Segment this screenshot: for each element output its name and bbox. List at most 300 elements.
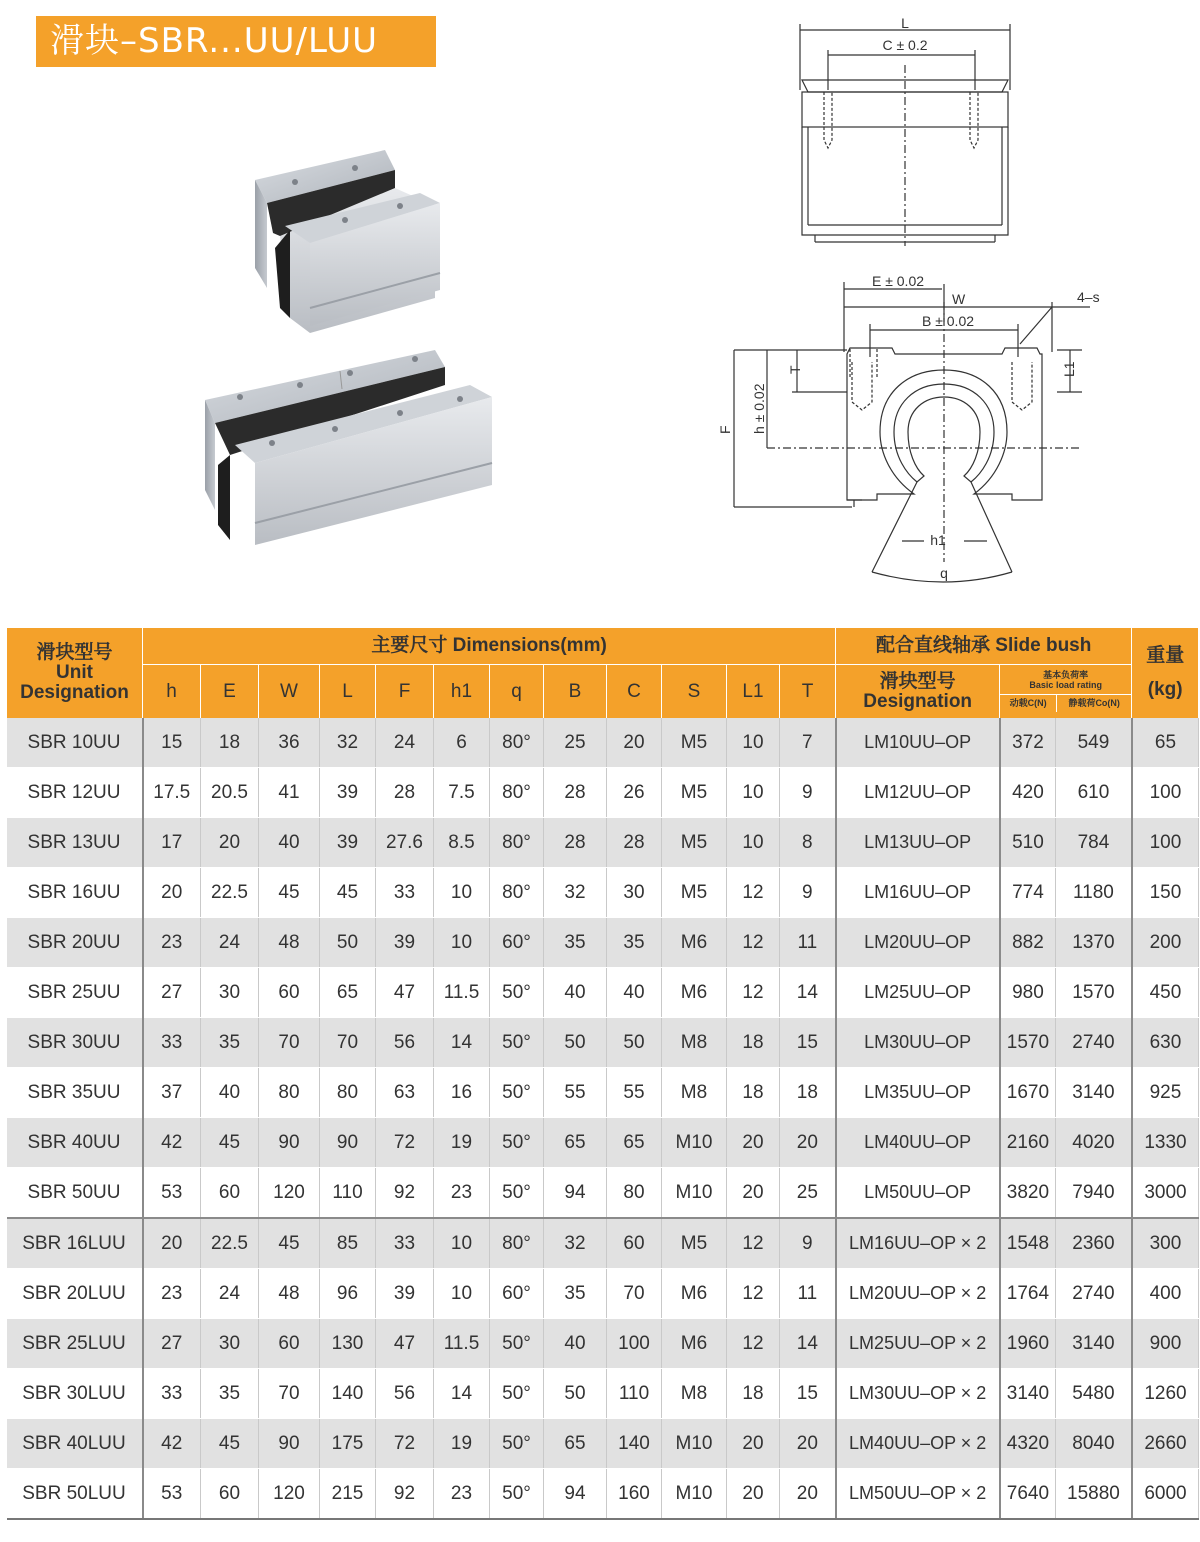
table-row [7, 1269, 1199, 1319]
cell-c: 3820 [1000, 1168, 1056, 1219]
load-rating-en: Basic load rating [1029, 679, 1102, 690]
cell-h: 42 [143, 1118, 201, 1168]
cell-T: 25 [780, 1168, 836, 1219]
cell-L1: 10 [727, 818, 780, 868]
cell-q: 80° [490, 1218, 544, 1269]
cell-h: 20 [143, 868, 201, 918]
cell-W: 45 [259, 1218, 320, 1269]
cell-W: 90 [259, 1419, 320, 1469]
cell-h: 27 [143, 1319, 201, 1369]
cell-co: 1570 [1056, 968, 1132, 1018]
cell-kg: 3000 [1132, 1168, 1199, 1219]
col-E: E [201, 665, 259, 719]
cell-q: 60° [490, 918, 544, 968]
cell-h: 37 [143, 1068, 201, 1118]
short-block-image [245, 148, 450, 336]
cell-c: 774 [1000, 868, 1056, 918]
cell-kg: 6000 [1132, 1469, 1199, 1520]
cell-c: 372 [1000, 718, 1056, 768]
cell-h1: 16 [434, 1068, 490, 1118]
cell-co: 5480 [1056, 1369, 1132, 1419]
cell-T: 20 [780, 1469, 836, 1520]
table-row [7, 1118, 1199, 1168]
cell-h1: 10 [434, 1218, 490, 1269]
cell-T: 14 [780, 968, 836, 1018]
dim-label-T: T [787, 365, 803, 374]
cell-bush: LM50UU–OP × 2 [836, 1469, 1000, 1520]
cell-h1: 11.5 [434, 968, 490, 1018]
cell-h: 17 [143, 818, 201, 868]
cell-L: 50 [320, 918, 376, 968]
col-B: B [544, 665, 607, 719]
cell-L: 96 [320, 1269, 376, 1319]
cell-L1: 12 [727, 1269, 780, 1319]
cell-F: 72 [376, 1118, 434, 1168]
cell-h: 23 [143, 1269, 201, 1319]
cell-L1: 20 [727, 1118, 780, 1168]
cell-W: 45 [259, 868, 320, 918]
cell-S: M10 [662, 1168, 727, 1219]
cell-q: 50° [490, 1118, 544, 1168]
cell-E: 45 [201, 1419, 259, 1469]
cell-B: 32 [544, 868, 607, 918]
cell-L1: 20 [727, 1419, 780, 1469]
cell-B: 65 [544, 1419, 607, 1469]
cell-L1: 20 [727, 1168, 780, 1219]
cell-C: 110 [607, 1369, 662, 1419]
cell-S: M5 [662, 718, 727, 768]
page-title: 滑块–SBR...UU/LUU [36, 16, 436, 67]
table-row [7, 1018, 1199, 1068]
cell-C: 26 [607, 768, 662, 818]
cell-c: 1570 [1000, 1018, 1056, 1068]
cell-F: 56 [376, 1369, 434, 1419]
cell-L: 32 [320, 718, 376, 768]
cell-L1: 12 [727, 1319, 780, 1369]
dimensions-header: 主要尺寸 Dimensions(mm) [143, 628, 836, 665]
cell-S: M10 [662, 1118, 727, 1168]
cell-C: 140 [607, 1419, 662, 1469]
cell-co: 3140 [1056, 1068, 1132, 1118]
cell-C: 160 [607, 1469, 662, 1520]
cell-kg: 100 [1132, 818, 1199, 868]
cell-C: 65 [607, 1118, 662, 1168]
cell-c: 4320 [1000, 1419, 1056, 1469]
cell-h: 42 [143, 1419, 201, 1469]
col-S: S [662, 665, 727, 719]
cell-W: 70 [259, 1018, 320, 1068]
cell-W: 41 [259, 768, 320, 818]
cell-unit: SBR 25LUU [7, 1319, 143, 1369]
cell-S: M5 [662, 1218, 727, 1269]
cell-F: 92 [376, 1168, 434, 1219]
cell-B: 55 [544, 1068, 607, 1118]
unit-header-en2: Designation [20, 681, 129, 703]
table-row [7, 1319, 1199, 1369]
cell-E: 24 [201, 918, 259, 968]
slide-bush-header: 配合直线轴承 Slide bush [836, 628, 1132, 665]
cell-co: 15880 [1056, 1469, 1132, 1520]
spec-table-body [7, 718, 1199, 1519]
cell-W: 120 [259, 1168, 320, 1219]
cell-unit: SBR 35UU [7, 1068, 143, 1118]
cell-q: 50° [490, 1469, 544, 1520]
col-F: F [376, 665, 434, 719]
table-row [7, 1419, 1199, 1469]
dim-label-h: h ± 0.02 [751, 383, 767, 434]
bush-designation-en: Designation [863, 690, 973, 712]
unit-header-en1: Unit [56, 662, 93, 684]
cell-W: 80 [259, 1068, 320, 1118]
cell-L1: 18 [727, 1018, 780, 1068]
cell-bush: LM20UU–OP × 2 [836, 1269, 1000, 1319]
cell-q: 50° [490, 1018, 544, 1068]
cell-unit: SBR 20UU [7, 918, 143, 968]
cell-h1: 10 [434, 918, 490, 968]
cell-kg: 900 [1132, 1319, 1199, 1369]
cell-co: 610 [1056, 768, 1132, 818]
cell-C: 40 [607, 968, 662, 1018]
dim-label-L: L [901, 15, 909, 31]
dim-label-C: C ± 0.2 [882, 37, 928, 53]
cell-q: 80° [490, 718, 544, 768]
cell-F: 28 [376, 768, 434, 818]
cell-L: 45 [320, 868, 376, 918]
cell-c: 1548 [1000, 1218, 1056, 1269]
cell-L: 90 [320, 1118, 376, 1168]
cell-E: 30 [201, 968, 259, 1018]
cell-unit: SBR 25UU [7, 968, 143, 1018]
col-h: h [143, 665, 201, 719]
weight-header [1132, 628, 1199, 718]
cell-T: 9 [780, 768, 836, 818]
table-row [7, 1218, 1199, 1269]
cell-T: 11 [780, 918, 836, 968]
cell-co: 784 [1056, 818, 1132, 868]
dim-label-h1: h1 [930, 532, 946, 548]
cell-kg: 925 [1132, 1068, 1199, 1118]
cell-h1: 23 [434, 1469, 490, 1520]
cell-L: 215 [320, 1469, 376, 1520]
cell-L1: 10 [727, 718, 780, 768]
cell-unit: SBR 40LUU [7, 1419, 143, 1469]
cell-c: 510 [1000, 818, 1056, 868]
cell-E: 40 [201, 1068, 259, 1118]
cell-bush: LM40UU–OP [836, 1118, 1000, 1168]
cell-q: 50° [490, 1068, 544, 1118]
cell-E: 45 [201, 1118, 259, 1168]
cell-h: 20 [143, 1218, 201, 1269]
cell-kg: 1330 [1132, 1118, 1199, 1168]
cell-bush: LM12UU–OP [836, 768, 1000, 818]
cell-B: 65 [544, 1118, 607, 1168]
cell-F: 47 [376, 1319, 434, 1369]
cell-co: 1180 [1056, 868, 1132, 918]
cell-q: 50° [490, 968, 544, 1018]
cell-bush: LM35UU–OP [836, 1068, 1000, 1118]
cell-B: 28 [544, 818, 607, 868]
cell-h: 17.5 [143, 768, 201, 818]
col-q: q [490, 665, 544, 719]
cell-bush: LM40UU–OP × 2 [836, 1419, 1000, 1469]
cell-kg: 200 [1132, 918, 1199, 968]
cell-S: M5 [662, 768, 727, 818]
cell-L: 110 [320, 1168, 376, 1219]
cell-L1: 20 [727, 1469, 780, 1520]
cell-L: 130 [320, 1319, 376, 1369]
cell-E: 35 [201, 1018, 259, 1068]
cell-kg: 150 [1132, 868, 1199, 918]
cell-F: 47 [376, 968, 434, 1018]
cell-h1: 19 [434, 1118, 490, 1168]
cell-E: 20.5 [201, 768, 259, 818]
cell-c: 980 [1000, 968, 1056, 1018]
cell-C: 28 [607, 818, 662, 868]
cell-c: 1670 [1000, 1068, 1056, 1118]
cell-co: 7940 [1056, 1168, 1132, 1219]
cell-q: 80° [490, 768, 544, 818]
cell-h1: 11.5 [434, 1319, 490, 1369]
cell-q: 80° [490, 868, 544, 918]
cell-T: 8 [780, 818, 836, 868]
cell-unit: SBR 10UU [7, 718, 143, 768]
table-row [7, 1168, 1199, 1219]
cell-B: 50 [544, 1369, 607, 1419]
cell-unit: SBR 30UU [7, 1018, 143, 1068]
col-C: C [607, 665, 662, 719]
cell-c: 420 [1000, 768, 1056, 818]
cell-W: 48 [259, 918, 320, 968]
cell-q: 50° [490, 1319, 544, 1369]
spec-table [6, 628, 1199, 1520]
cell-B: 35 [544, 918, 607, 968]
cell-E: 60 [201, 1168, 259, 1219]
cell-L1: 12 [727, 1218, 780, 1269]
cell-F: 92 [376, 1469, 434, 1520]
cell-h1: 8.5 [434, 818, 490, 868]
cell-S: M10 [662, 1419, 727, 1469]
cell-co: 2360 [1056, 1218, 1132, 1269]
cell-L1: 18 [727, 1068, 780, 1118]
cell-L1: 12 [727, 918, 780, 968]
cell-unit: SBR 30LUU [7, 1369, 143, 1419]
cell-q: 50° [490, 1369, 544, 1419]
cell-co: 4020 [1056, 1118, 1132, 1168]
cell-W: 40 [259, 818, 320, 868]
unit-designation-header [7, 628, 143, 718]
cell-F: 56 [376, 1018, 434, 1068]
cell-bush: LM25UU–OP [836, 968, 1000, 1018]
cell-C: 70 [607, 1269, 662, 1319]
cell-L1: 10 [727, 768, 780, 818]
cell-E: 18 [201, 718, 259, 768]
cell-unit: SBR 13UU [7, 818, 143, 868]
cell-T: 15 [780, 1018, 836, 1068]
cell-unit: SBR 16LUU [7, 1218, 143, 1269]
cell-B: 40 [544, 1319, 607, 1369]
table-row [7, 1068, 1199, 1118]
cell-c: 1960 [1000, 1319, 1056, 1369]
dim-label-L1: L1 [1061, 361, 1077, 377]
cell-q: 80° [490, 818, 544, 868]
cell-L: 140 [320, 1369, 376, 1419]
cell-S: M8 [662, 1018, 727, 1068]
cell-h: 53 [143, 1168, 201, 1219]
cell-F: 39 [376, 918, 434, 968]
cell-T: 11 [780, 1269, 836, 1319]
cell-c: 3140 [1000, 1369, 1056, 1419]
cell-h1: 19 [434, 1419, 490, 1469]
weight-header-unit: (kg) [1147, 679, 1183, 700]
table-row [7, 1469, 1199, 1520]
cell-kg: 400 [1132, 1269, 1199, 1319]
table-row [7, 918, 1199, 968]
cell-E: 22.5 [201, 1218, 259, 1269]
cell-co: 549 [1056, 718, 1132, 768]
cell-bush: LM16UU–OP [836, 868, 1000, 918]
cell-B: 28 [544, 768, 607, 818]
cell-E: 30 [201, 1319, 259, 1369]
cell-S: M5 [662, 818, 727, 868]
cell-W: 60 [259, 1319, 320, 1369]
col-T: T [780, 665, 836, 719]
cell-unit: SBR 12UU [7, 768, 143, 818]
cell-B: 40 [544, 968, 607, 1018]
cell-bush: LM20UU–OP [836, 918, 1000, 968]
cell-h: 23 [143, 918, 201, 968]
col-W: W [259, 665, 320, 719]
cell-E: 60 [201, 1469, 259, 1520]
cell-h1: 23 [434, 1168, 490, 1219]
cell-h: 33 [143, 1018, 201, 1068]
cell-W: 36 [259, 718, 320, 768]
cell-S: M8 [662, 1068, 727, 1118]
col-L1: L1 [727, 665, 780, 719]
cell-h1: 14 [434, 1018, 490, 1068]
cell-h1: 10 [434, 1269, 490, 1319]
cell-C: 60 [607, 1218, 662, 1269]
cell-W: 90 [259, 1118, 320, 1168]
cell-C: 100 [607, 1319, 662, 1369]
weight-header-cn: 重量 [1146, 645, 1185, 667]
cell-F: 72 [376, 1419, 434, 1469]
dim-label-B: B ± 0.02 [921, 313, 975, 329]
dim-label-E: E ± 0.02 [871, 273, 925, 289]
bush-designation-cn: 滑块型号 [879, 670, 956, 692]
cell-S: M6 [662, 968, 727, 1018]
cell-F: 33 [376, 868, 434, 918]
cell-c: 1764 [1000, 1269, 1056, 1319]
cell-T: 9 [780, 1218, 836, 1269]
cell-T: 20 [780, 1419, 836, 1469]
cell-B: 25 [544, 718, 607, 768]
dim-label-q: q [940, 565, 948, 581]
cell-h1: 14 [434, 1369, 490, 1419]
cell-E: 20 [201, 818, 259, 868]
cell-kg: 630 [1132, 1018, 1199, 1068]
cell-C: 20 [607, 718, 662, 768]
cell-T: 18 [780, 1068, 836, 1118]
cell-W: 120 [259, 1469, 320, 1520]
cell-bush: LM13UU–OP [836, 818, 1000, 868]
cell-h: 53 [143, 1469, 201, 1520]
cell-S: M8 [662, 1369, 727, 1419]
cell-bush: LM25UU–OP × 2 [836, 1319, 1000, 1369]
cell-q: 50° [490, 1168, 544, 1219]
cell-co: 8040 [1056, 1419, 1132, 1469]
long-block-image [200, 345, 500, 550]
cell-L: 70 [320, 1018, 376, 1068]
cell-h1: 7.5 [434, 768, 490, 818]
cell-unit: SBR 50UU [7, 1168, 143, 1219]
cell-kg: 450 [1132, 968, 1199, 1018]
table-row [7, 768, 1199, 818]
cell-F: 39 [376, 1269, 434, 1319]
cell-W: 60 [259, 968, 320, 1018]
cell-F: 63 [376, 1068, 434, 1118]
load-c-header: 动载C(N) [1000, 695, 1057, 712]
cell-S: M5 [662, 868, 727, 918]
load-rating-cn: 基本负荷率 [1043, 669, 1089, 680]
col-h1: h1 [434, 665, 490, 719]
cell-L1: 12 [727, 968, 780, 1018]
cell-L: 65 [320, 968, 376, 1018]
cell-c: 2160 [1000, 1118, 1056, 1168]
cell-co: 3140 [1056, 1319, 1132, 1369]
cell-q: 60° [490, 1269, 544, 1319]
cell-kg: 1260 [1132, 1369, 1199, 1419]
cell-C: 30 [607, 868, 662, 918]
cell-E: 22.5 [201, 868, 259, 918]
cell-T: 15 [780, 1369, 836, 1419]
cell-bush: LM30UU–OP [836, 1018, 1000, 1068]
cell-F: 27.6 [376, 818, 434, 868]
cell-S: M10 [662, 1469, 727, 1520]
front-view-drawing [712, 262, 1112, 587]
cell-kg: 100 [1132, 768, 1199, 818]
bush-designation-header [836, 665, 1000, 719]
cell-L1: 12 [727, 868, 780, 918]
cell-B: 50 [544, 1018, 607, 1068]
cell-F: 24 [376, 718, 434, 768]
cell-h1: 10 [434, 868, 490, 918]
table-row [7, 818, 1199, 868]
dim-label-W: W [952, 291, 966, 307]
cell-L: 39 [320, 818, 376, 868]
col-L: L [320, 665, 376, 719]
cell-S: M6 [662, 1269, 727, 1319]
cell-h: 27 [143, 968, 201, 1018]
cell-T: 20 [780, 1118, 836, 1168]
cell-C: 35 [607, 918, 662, 968]
cell-B: 35 [544, 1269, 607, 1319]
cell-B: 32 [544, 1218, 607, 1269]
cell-unit: SBR 40UU [7, 1118, 143, 1168]
table-row [7, 868, 1199, 918]
cell-L: 39 [320, 768, 376, 818]
cell-C: 80 [607, 1168, 662, 1219]
cell-kg: 2660 [1132, 1419, 1199, 1469]
table-row [7, 968, 1199, 1018]
cell-bush: LM50UU–OP [836, 1168, 1000, 1219]
cell-bush: LM10UU–OP [836, 718, 1000, 768]
cell-T: 7 [780, 718, 836, 768]
cell-unit: SBR 16UU [7, 868, 143, 918]
cell-W: 70 [259, 1369, 320, 1419]
cell-L: 85 [320, 1218, 376, 1269]
cell-L: 80 [320, 1068, 376, 1118]
cell-unit: SBR 20LUU [7, 1269, 143, 1319]
